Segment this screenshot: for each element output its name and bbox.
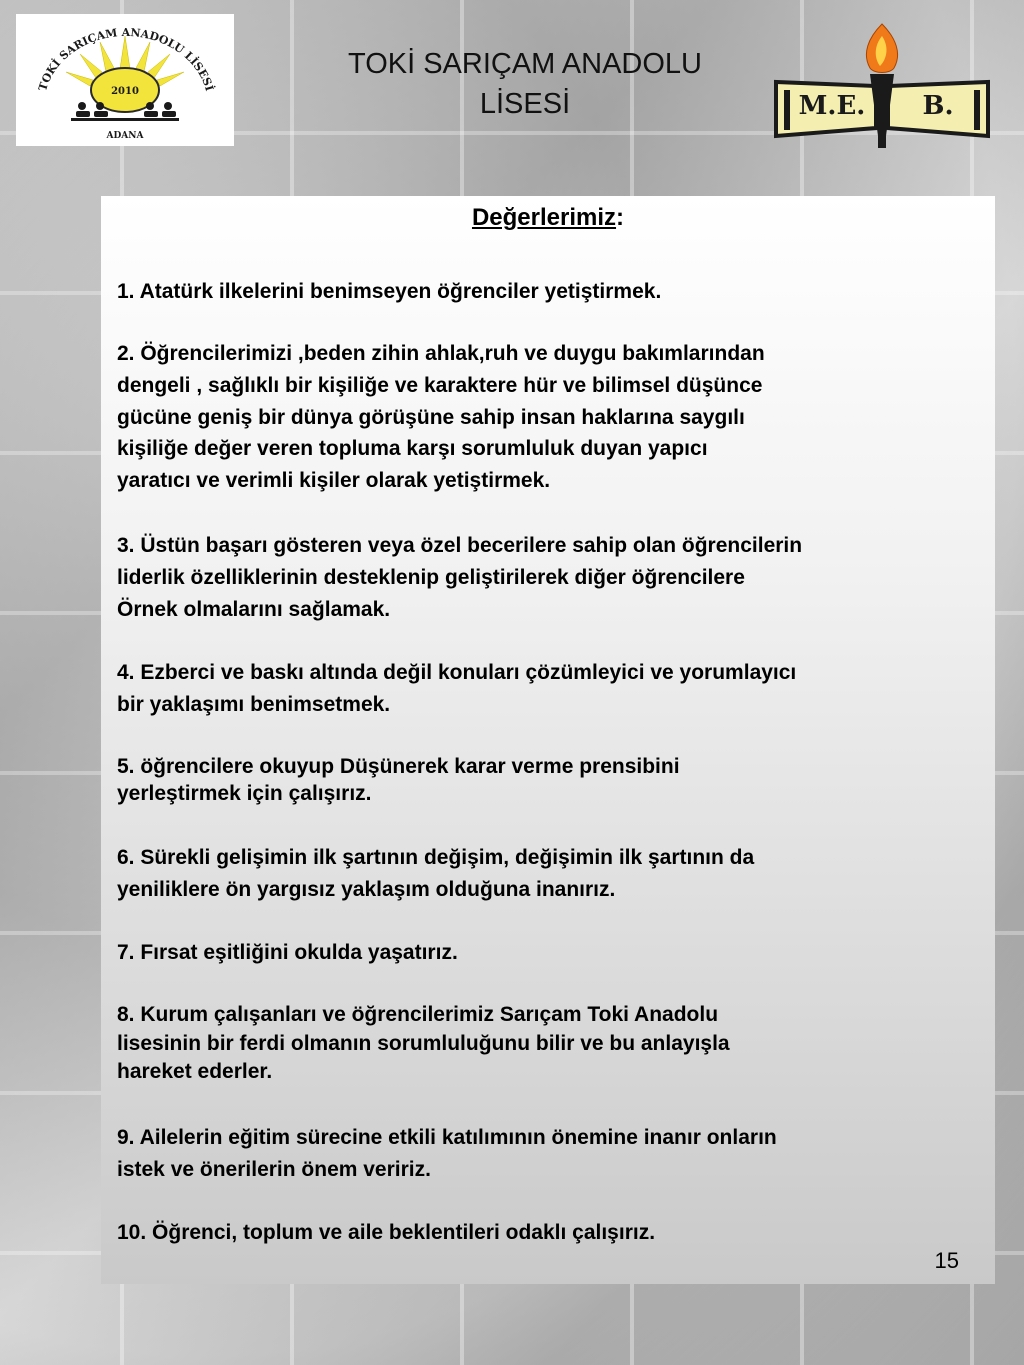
value-item-7: 7. Fırsat eşitliğini okulda yaşatırız. [117,941,458,964]
page-number: 15 [934,1248,959,1273]
logo-city: ADANA [106,131,144,141]
school-title [300,44,750,124]
value-item-3: 3. Üstün başarı gösteren veya özel becerilere sahip olan öğrencilerin liderlik özelliklerinin desteklenip geliştirilerek diğer öğrencilere Örnek olmalarını sağlamak. [117,534,803,621]
value-item-9: 9. Ailelerin eğitim sürecine etkili katılımının önemine inanır onların istek ve önerilerin önem veririz. [117,1126,777,1181]
value-item-10: 10. Öğrenci, toplum ve aile beklentileri odaklı çalışırız. [117,1221,656,1244]
meb-torch-book-icon [770,16,994,152]
meb-logo [770,16,994,152]
values-heading [101,204,995,232]
value-item-8: 8. Kurum çalışanları ve öğrencilerimiz Sarıçam Toki Anadolu lisesinin bir ferdi olmanın sorumluluğunu bilir ve bu anlayışla hareket ederler. [117,1003,730,1083]
value-item-4: 4. Ezberci ve baskı altında değil konuları çözümleyici ve yorumlayıcı bir yaklaşımı benimsetmek. [117,661,797,716]
school-title-line2: LİSESİ [479,88,571,120]
value-item-2: 2. Öğrencilerimizi ,beden zihin ahlak,ruh ve duygu bakımlarından dengeli , sağlıklı bir kişiliğe ve karaktere hür ve bilimsel düşünce gücüne geniş bir dünya görüşüne sahip insan haklarına saygılı kişiliğe değer veren topluma karşı sorumluluk duyan yapıcı yaratıcı ve verimli kişiler olarak yetiştirmek. [117,342,765,493]
values-heading-colon: : [616,204,625,231]
logo-arc-text: TOKİ SARIÇAM ANADOLU LİSESİ [36,25,216,93]
school-title-line1: TOKİ SARIÇAM ANADOLU [348,48,702,80]
school-logo-emblem [16,14,234,146]
values-heading-text: Değerlerimiz [471,204,617,231]
values-panel [101,196,995,1284]
value-item-1: 1. Atatürk ilkelerini benimseyen öğrenciler yetiştirmek. [117,280,662,303]
value-item-6: 6. Sürekli gelişimin ilk şartının değişim, değişimin ilk şartının da yeniliklere ön yargısız yaklaşım olduğuna inanırız. [117,846,755,901]
meb-label-right: B. [922,91,954,121]
school-logo [16,14,234,146]
meb-label-left: M.E. [798,91,866,121]
value-item-5: 5. öğrencilere okuyup Düşünerek karar verme prensibini yerleştirmek için çalışırız. [117,755,680,805]
logo-year: 2010 [111,86,139,97]
